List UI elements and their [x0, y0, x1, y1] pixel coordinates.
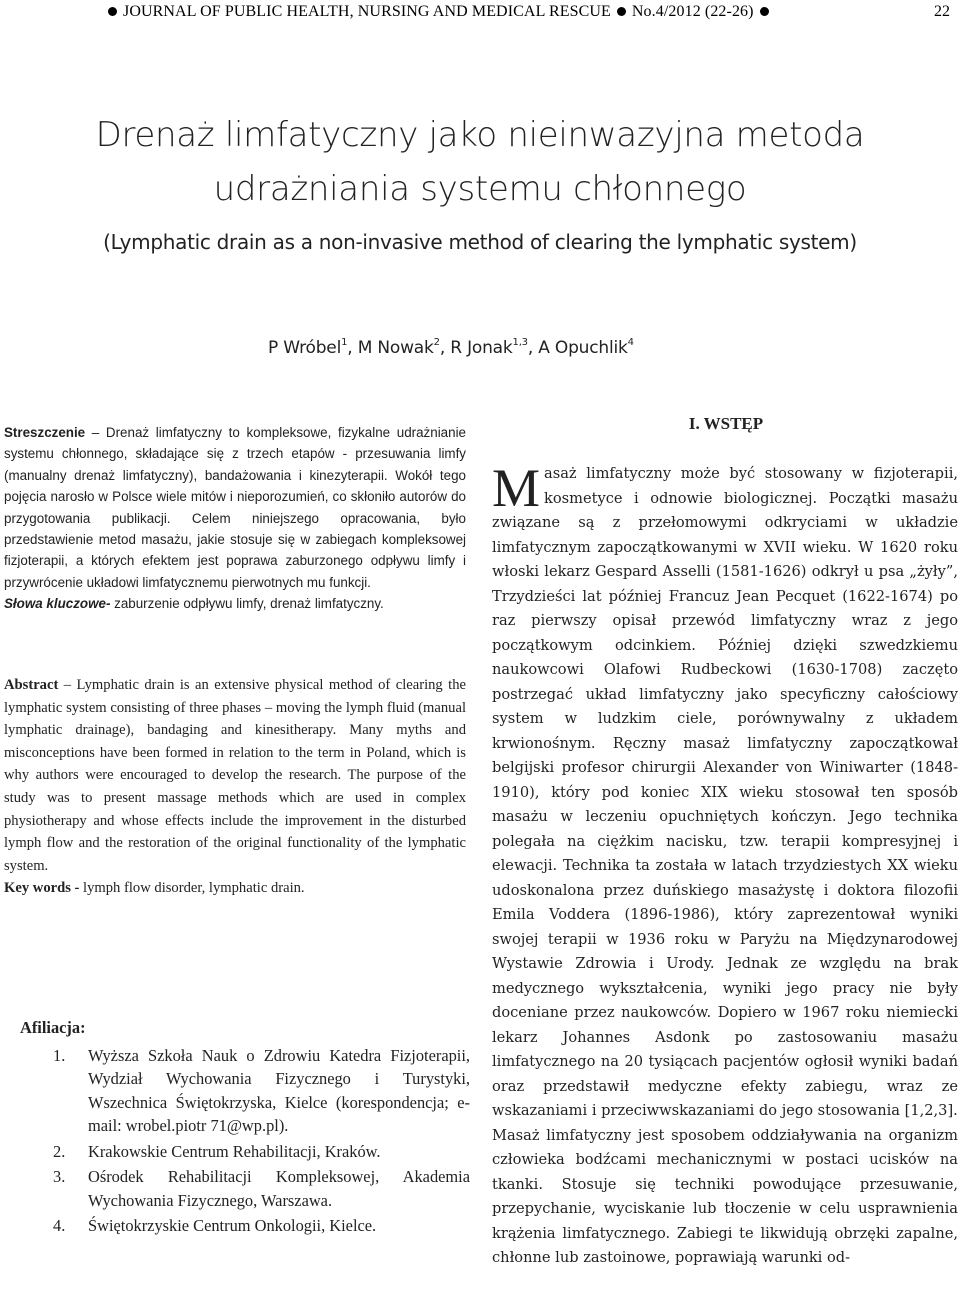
bullet-icon	[617, 7, 626, 16]
affiliation-item: 4. Świętokrzyskie Centrum Onkologii, Kielce.	[53, 1216, 377, 1235]
title-line-2: udrażniania systemu chłonnego	[213, 169, 747, 209]
abstract-en-text: – Lymphatic drain is an extensive physical method of clearing the lymphatic system consisting of three phases – moving the lymph fluid (manual lymphatic drainage), bandaging and kinesitherapy. Many myths and misconceptions have been formed in relation to the term in Poland, which is why authors were encouraged to develop the research. The purpose of the study was to present massage methods which are used in complex physiotherapy and whose effects include the improvement in the disturbed lymph flow and the restoration of the original functionality of the lymphatic system.	[4, 677, 466, 874]
author: R Jonak$^{1,3}$	[450, 337, 528, 358]
title-line-1: Drenaż limfatyczny jako nieinwazyjna metoda	[95, 115, 865, 155]
journal-name: JOURNAL OF PUBLIC HEALTH, NURSING AND MEDICAL RESCUE	[123, 3, 611, 20]
author: A Opuchlik$^4$	[538, 337, 634, 358]
author-list: P Wróbel$^1$, M Nowak$^2$, R Jonak$^{1,3}$, A Opuchlik$^4$	[268, 337, 634, 358]
keywords-pl-label: Słowa kluczowe-	[4, 596, 111, 612]
bullet-icon	[760, 7, 769, 16]
author: P Wróbel$^1$	[268, 337, 348, 358]
keywords-en-text: lymph flow disorder, lymphatic drain.	[79, 880, 305, 897]
abstract-pl-label: Streszczenie	[4, 425, 86, 440]
page-number: 22	[934, 3, 950, 20]
abstract-pl-text: – Drenaż limfatyczny to kompleksowe, fizykalne udrażnianie systemu chłonnego, składające się z trzech etapów - przesuwania limfy (manualny drenaż limfatyczny), bandażowania i kinezyterapii. Wokół tego pojęcia narosło w Polsce wiele mitów i nieporozumień, co skłoniło autorów do przygotowania publikacji. Celem niniejszego opracowania, było przedstawienie metod masażu, jakie stosuje się w zabiegach kompleksowej fizjoterapii, a których efektem jest poprawa zaburzonego odpływu limfy i przywrócenie układowi limfatycznemu pierwotnych mu funkcji.	[4, 425, 466, 590]
affiliation-item: 3. Ośrodek Rehabilitacji Kompleksowej, Akademia Wychowania Fizycznego, Warszawa.	[53, 1167, 470, 1210]
running-header	[0, 2, 960, 26]
journal-line	[108, 2, 769, 22]
section-heading: I. WSTĘP	[688, 414, 764, 433]
intro-paragraph-1: Masaż limfatyczny może być stosowany w fizjoterapii, kosmetyce i odnowie biologicznej. Początki masażu związane są z przełomowymi odkryciami w układzie limfatycznym zapoczątkowanymi w XVII wieku. W 1620 roku włoski lekarz Gespard Asselli (1581-1626) odkrył u psa „żyły”, Trzydzieści lat później Francuz Jean Pecquet (1622-1674) po raz pierwszy opisał przewód limfatyczny wraz z jego początkowym odcinkiem. Później dzięki szwedzkiemu naukowcowi Olafowi Rudbeckowi (1630-1708) zaczęto postrzegać układ limfatyczny jako specyficzny całościowy system w ludzkim ciele, porównywalny z układem krwionośnym. Ręczny masaż limfatyczny zapoczątkował belgijski profesor chirurgii Alexander von Winiwarter (1848-1910), który pod koniec XIX wieku stosował ten sposób masażu w leczeniu opuchniętych kończyn. Jego technika polegała na ciężkim nacisku, tzw. terapii kompresyjnej i elewacji. Technika ta została w latach trzydziestych XX wieku udoskonalona przez duńskiego masażystę i doktora filozofii Emila Voddera (1896-1986), który zaprezentował wyniki swojej terapii w 1936 roku w Paryżu na Międzynarodowej Wystawie Zdrowia i Urody. Jednak ze względu na brak medycznego wykształcenia, wyniki jego pracy nie były doceniane przez naukowców. Dopiero w 1967 roku niemiecki lekarz Johannes Asdonk po zastosowaniu masażu limfatycznego na 20 tysiącach pacjentów ogłosił wyniki badań oraz przedstawił medyczne efekty zabiegu, wraz ze wskazaniami i przeciwwskazaniami do jego stosowania [1,2,3].	[492, 458, 958, 1119]
keywords-pl	[4, 593, 466, 614]
affiliation-item: 1. Wyższa Szkoła Nauk o Zdrowiu Katedra Fizjoterapii, Wydział Wychowania Fizycznego i Turystyki, Wszechnica Świętokrzyska, Kielce (korespondencja; e-mail: wrobel.piotr 71@wp.pl).	[53, 1045, 470, 1135]
keywords-pl-text: zaburzenie odpływu limfy, drenaż limfatyczny.	[110, 596, 384, 612]
affiliations-label: Afiliacja:	[20, 1018, 86, 1037]
article-subtitle: (Lymphatic drain as a non-invasive method of clearing the lymphatic system)	[103, 230, 857, 254]
affiliation-item: 2. Krakowskie Centrum Rehabilitacji, Kraków.	[53, 1141, 381, 1161]
abstract-en-body	[4, 674, 466, 877]
abstract-english	[4, 674, 466, 900]
abstract-pl-body	[4, 422, 466, 593]
bullet-icon	[108, 7, 117, 16]
issue-info: No.4/2012 (22-26)	[631, 3, 754, 20]
author: M Nowak$^2$	[357, 337, 440, 358]
article-title	[0, 108, 960, 216]
affiliation-list	[20, 1044, 470, 1238]
keywords-en	[4, 877, 466, 900]
affiliations	[20, 1016, 470, 1240]
intro-paragraph-2: Masaż limfatyczny jest sposobem oddziaływania na organizm człowieka bodźcami mechanicznymi w postaci ucisków na tkanki. Stosuje się techniki powodujące przesuwanie, przepychanie, wyciskanie lub tłoczenie w celu usprawnienia krążenia limfatycznego. Zabiegi te likwidują obrzęki zapalne, chłonne lub zastoinowe, poprawiają warunki od-	[492, 1126, 958, 1266]
introduction-text	[492, 458, 958, 1271]
abstract-polish	[4, 422, 466, 615]
drop-cap: M	[492, 458, 541, 518]
abstract-en-label: Abstract	[4, 677, 59, 693]
keywords-en-label: Key words -	[4, 880, 80, 897]
